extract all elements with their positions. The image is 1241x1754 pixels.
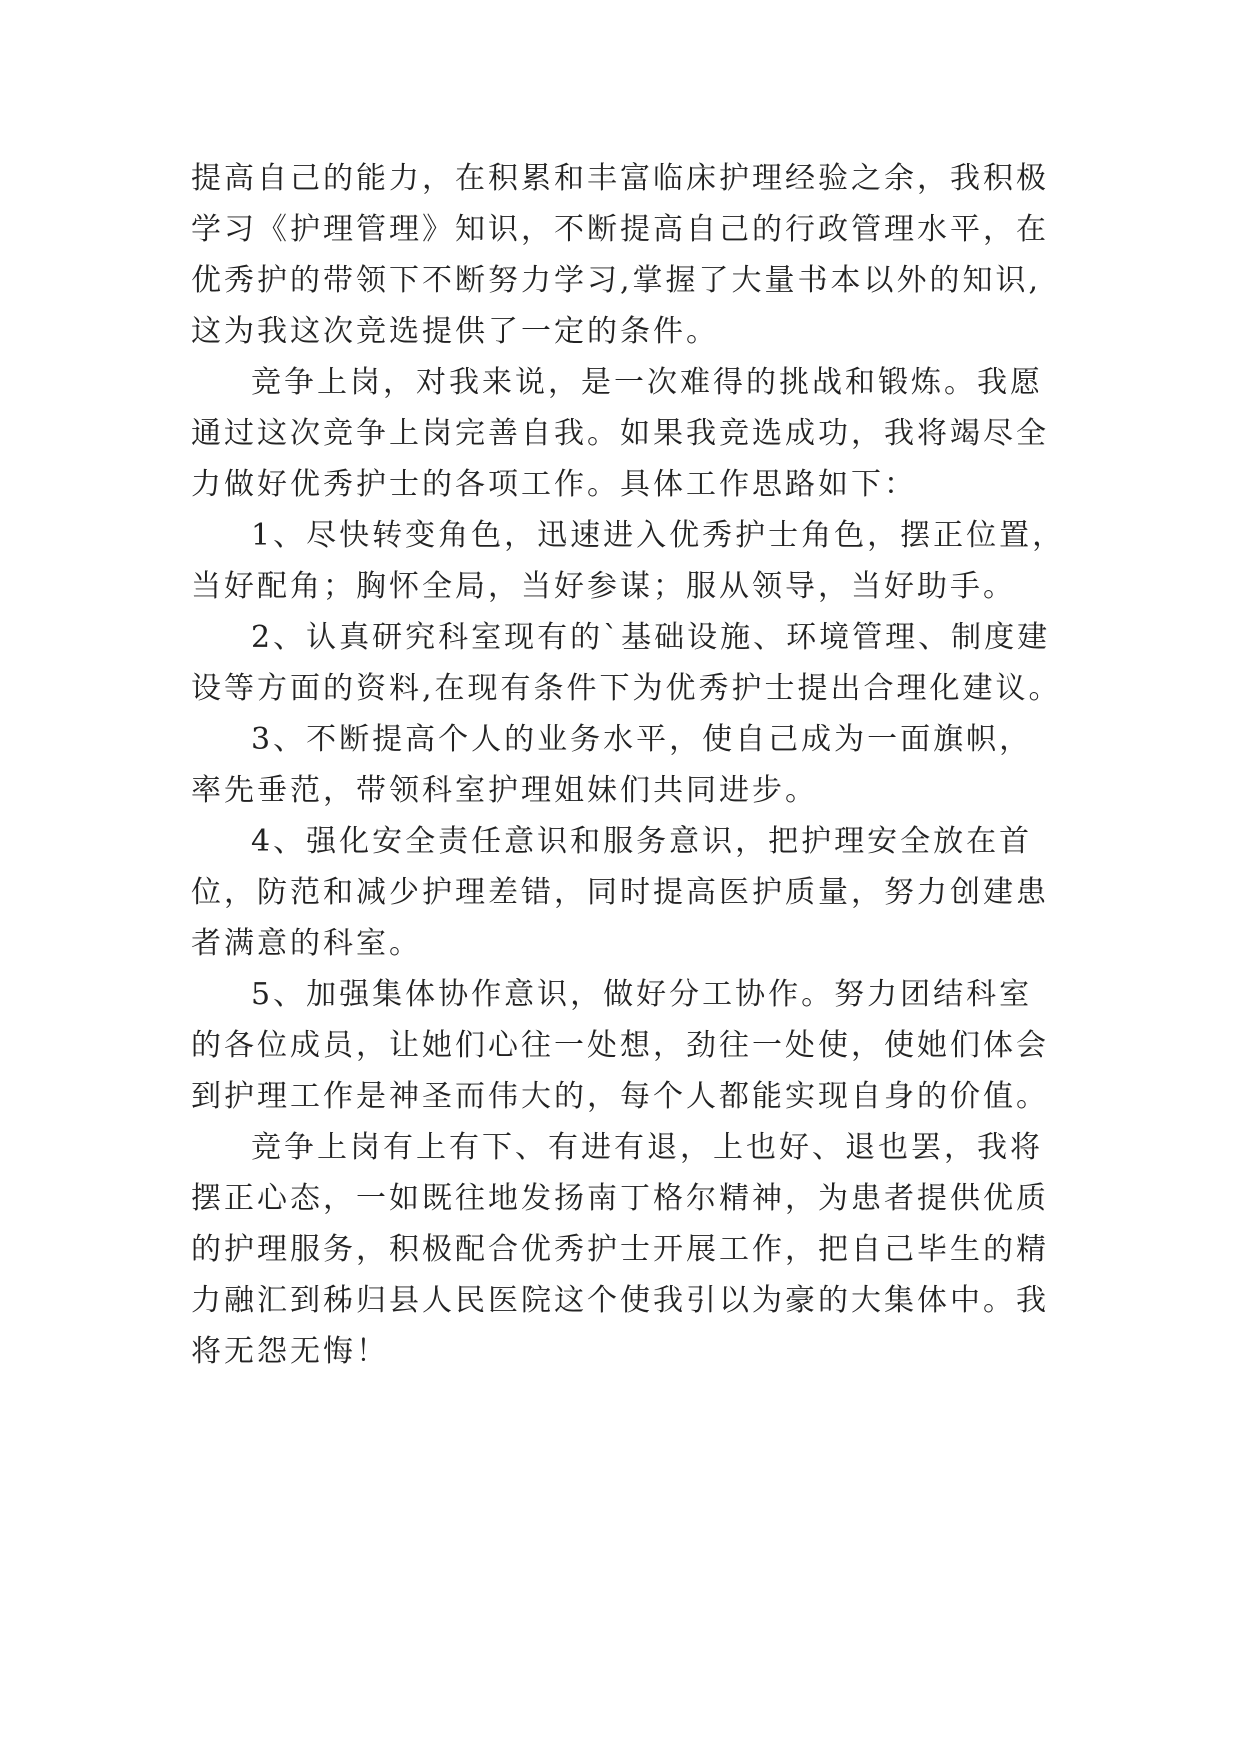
text-line: 设等方面的资料,在现有条件下为优秀护士提出合理化建议。 [191, 671, 1062, 706]
text-line: 学习《护理管理》知识，不断提高自己的行政管理水平，在 [191, 212, 1049, 247]
text-line: 4、强化安全责任意识和服务意识，把护理安全放在首 [251, 824, 1033, 859]
text-line: 2、认真研究科室现有的`基础设施、环境管理、制度建 [251, 620, 1051, 655]
text-line: 的各位成员，让她们心往一处想，劲往一处使，使她们体会 [191, 1028, 1049, 1063]
text-line: 将无怨无悔！ [191, 1334, 389, 1369]
text-line: 当好配角；胸怀全局，当好参谋；服从领导，当好助手。 [191, 569, 1016, 604]
text-line: 提高自己的能力，在积累和丰富临床护理经验之余，我积极 [191, 161, 1049, 196]
text-line: 3、不断提高个人的业务水平，使自己成为一面旗帜， [251, 722, 1033, 757]
text-line: 这为我这次竞选提供了一定的条件。 [191, 314, 719, 349]
text-line: 率先垂范，带领科室护理姐妹们共同进步。 [191, 773, 818, 808]
text-line: 通过这次竞争上岗完善自我。如果我竞选成功，我将竭尽全 [191, 416, 1049, 451]
text-line: 力融汇到秭归县人民医院这个使我引以为豪的大集体中。我 [191, 1283, 1049, 1318]
text-line: 5、加强集体协作意识，做好分工协作。努力团结科室 [251, 977, 1033, 1012]
text-line: 的护理服务，积极配合优秀护士开展工作，把自己毕生的精 [191, 1232, 1049, 1267]
text-line: 摆正心态，一如既往地发扬南丁格尔精神，为患者提供优质 [191, 1181, 1049, 1216]
text-line: 位，防范和减少护理差错，同时提高医护质量，努力创建患 [191, 875, 1049, 910]
text-line: 力做好优秀护士的各项工作。具体工作思路如下： [191, 467, 917, 502]
text-line: 竞争上岗，对我来说，是一次难得的挑战和锻炼。我愿 [251, 365, 1043, 400]
text-line: 者满意的科室。 [191, 926, 422, 961]
text-line: 竞争上岗有上有下、有进有退，上也好、退也罢，我将 [251, 1130, 1043, 1165]
text-line: 优秀护的带领下不断努力学习,掌握了大量书本以外的知识, [191, 263, 1042, 298]
text-line: 到护理工作是神圣而伟大的，每个人都能实现自身的价值。 [191, 1079, 1049, 1114]
text-line: 1、尽快转变角色，迅速进入优秀护士角色，摆正位置， [251, 518, 1066, 553]
